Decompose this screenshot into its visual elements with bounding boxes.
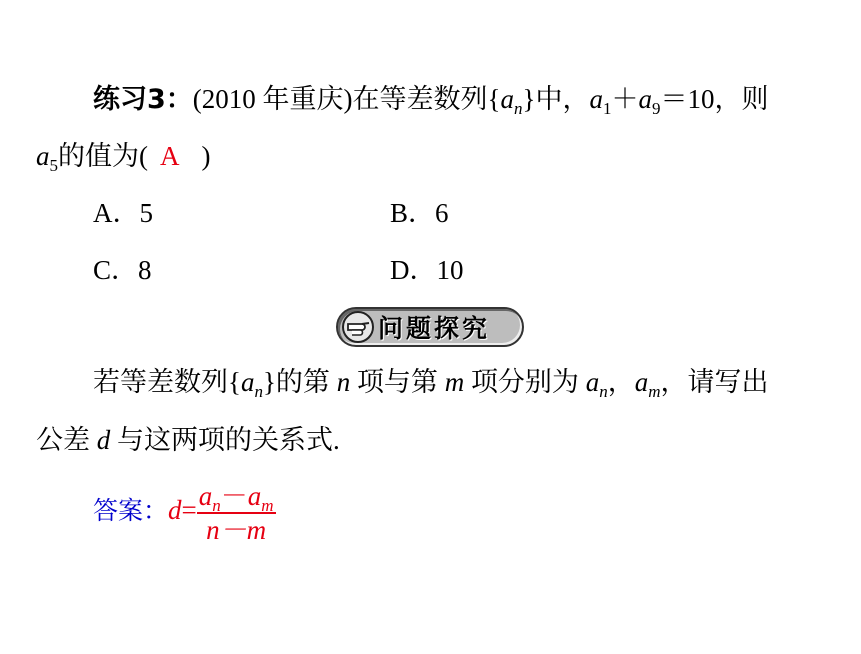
question-text-7: 与这两项的关系式. [110,425,340,455]
question-text-6: 公差 [36,425,97,455]
close-paren: ) [201,141,211,171]
section-badge-title: 问题探究 [378,314,491,343]
question-text-2: }的第 [262,367,337,397]
answer-eq: = [181,495,197,525]
exercise-line-2 [36,139,211,173]
question-line-1 [93,365,768,399]
fraction-numerator [197,481,276,514]
a1-var: a [589,84,603,114]
fraction-denominator: n－m [206,514,267,545]
a9-var: a [638,84,652,114]
an-sub: n [599,382,608,401]
option-c: C．8 [93,255,152,285]
ask-text: 的值为( [58,141,148,171]
am-var: a [634,367,649,397]
question-text-4: 项分别为 [464,367,586,397]
seq-sub: n [514,99,523,118]
question-text-5: ，请写出 [660,367,769,397]
var-d: d [96,425,111,455]
answer-lhs: d [168,495,182,525]
exercise-text: 在等差数列{ [352,84,501,114]
exercise-text-b: }中， [522,84,590,114]
num-s1: n [212,495,221,515]
section-badge [336,307,524,347]
seq-var-q: a [240,367,255,397]
num-s2: m [261,495,274,515]
a9-sub: 9 [651,99,661,118]
seq-var: a [500,84,514,114]
answer-fraction [197,481,276,545]
num-a2: a [247,480,262,511]
exercise-source: (2010 年重庆) [192,84,353,114]
exercise-line-1 [93,82,768,117]
answer-label: 答案： [93,496,169,525]
answer-block [93,480,276,545]
option-b: B．6 [390,198,449,228]
option-a: A．5 [93,198,153,228]
question-text: 若等差数列{ [93,367,241,397]
plus-sign: ＋ [611,84,639,114]
comma: ， [607,367,635,397]
var-m: m [444,367,465,397]
question-line-2 [36,423,340,457]
answer-letter: A [160,141,180,171]
a1-sub: 1 [602,99,612,118]
an-var: a [585,367,600,397]
question-text-3: 项与第 [350,367,445,397]
num-a1: a [198,480,213,511]
num-minus: － [220,480,248,511]
eq-value: ＝10，则 [660,84,769,114]
var-n: n [336,367,351,397]
exercise-label: 练习3： [93,84,193,115]
option-d: D．10 [390,255,464,285]
a5-sub: 5 [49,156,58,175]
hand-pointer-icon [340,309,376,345]
am-sub: m [648,382,661,401]
seq-sub-q: n [254,382,263,401]
a5-var: a [36,141,50,171]
